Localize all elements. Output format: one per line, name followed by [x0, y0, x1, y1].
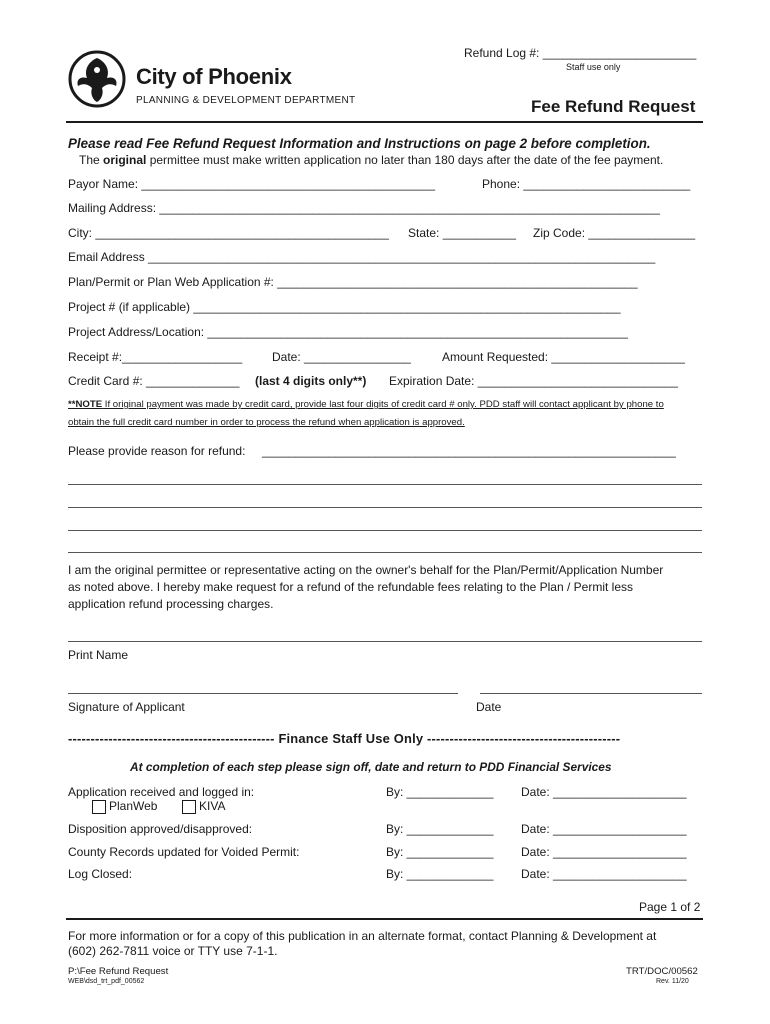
reason-line-3[interactable] [68, 530, 702, 531]
reason-line-2[interactable] [68, 507, 702, 508]
print-name-label: Print Name [68, 648, 129, 662]
staff-use-only-note: Staff use only [566, 62, 621, 72]
finance-row-1-date[interactable]: Date: ____________________ [521, 785, 687, 799]
planweb-label: PlanWeb [109, 799, 158, 813]
page-number: Page 1 of 2 [639, 900, 701, 914]
finance-row-application-received: Application received and logged in: [68, 785, 255, 799]
revision-date: Rev. 11/20 [656, 978, 689, 985]
credit-card-field[interactable]: Credit Card #: ______________ [68, 374, 240, 388]
finance-row-3-by[interactable]: By: _____________ [386, 845, 494, 859]
signature-date-line[interactable] [480, 693, 702, 694]
finance-instructions: At completion of each step please sign off, date and return to PDD Financial Services [130, 760, 612, 774]
org-name: City of Phoenix [136, 64, 292, 89]
form-title: Fee Refund Request [531, 97, 696, 116]
mailing-address-field[interactable]: Mailing Address: ___________________________________________________________________________ [68, 201, 660, 215]
amount-requested-field[interactable]: Amount Requested: ____________________ [442, 350, 685, 364]
contact-info-line-2: (602) 262-7811 voice or TTY use 7-1-1. [68, 944, 278, 958]
reason-label: Please provide reason for refund: [68, 444, 246, 458]
header-rule [66, 121, 703, 123]
finance-row-2-date[interactable]: Date: ____________________ [521, 822, 687, 836]
payor-name-field[interactable]: Payor Name: ____________________________________________ [68, 177, 436, 191]
finance-row-disposition: Disposition approved/disapproved: [68, 822, 253, 836]
print-name-line[interactable] [68, 641, 702, 642]
signature-label: Signature of Applicant [68, 700, 185, 714]
web-path: WEB\dsd_trt_pdf_00562 [68, 978, 145, 985]
declaration-line-2: as noted above. I hereby make request for a refund of the refundable fees relating to the Plan / Permit less [68, 580, 634, 594]
reason-blank[interactable]: ______________________________________________________________ [262, 444, 676, 458]
refund-log-label: Refund Log #: _______________________ [464, 46, 697, 60]
last-four-digits-note: (last 4 digits only**) [255, 374, 367, 388]
credit-card-note: **NOTE If original payment was made by credit card, provide last four digits of credit card # only. PDD staff will contact applicant by phone to [68, 399, 664, 410]
credit-card-note-line2: obtain the full credit card number in order to process the refund when application is approved. [68, 417, 465, 428]
planweb-checkbox[interactable] [92, 800, 106, 814]
reason-line-4[interactable] [68, 552, 702, 553]
signature-line[interactable] [68, 693, 458, 694]
project-address-field[interactable]: Project Address/Location: _______________________________________________________________ [68, 325, 628, 339]
finance-row-3-date[interactable]: Date: ____________________ [521, 845, 687, 859]
declaration-line-1: I am the original permittee or representative acting on the owner's behalf for the Plan/Permit/Application Number [68, 563, 664, 577]
contact-info-line-1: For more information or for a copy of this publication in an alternate format, contact Planning & Development at [68, 929, 657, 943]
expiration-date-field[interactable]: Expiration Date: ______________________________ [389, 374, 678, 388]
finance-row-4-by[interactable]: By: _____________ [386, 867, 494, 881]
document-code: TRT/DOC/00562 [626, 966, 698, 977]
signature-date-label: Date [476, 700, 502, 714]
phone-field[interactable]: Phone: _________________________ [482, 177, 691, 191]
reason-line-1[interactable] [68, 484, 702, 485]
project-number-field[interactable]: Project # (if applicable) ________________________________________________________________ [68, 300, 621, 314]
declaration-line-3: application refund processing charges. [68, 597, 274, 611]
finance-row-1-by[interactable]: By: _____________ [386, 785, 494, 799]
receipt-field[interactable]: Receipt #:__________________ [68, 350, 243, 364]
finance-staff-header: ---------------------------------------------- Finance Staff Use Only ------------------------------------------- [68, 731, 621, 746]
plan-permit-field[interactable]: Plan/Permit or Plan Web Application #: ______________________________________________________ [68, 275, 638, 289]
department-name: PLANNING & DEVELOPMENT DEPARTMENT [136, 95, 356, 106]
refund-log-field[interactable]: _______________________ [542, 46, 697, 60]
city-field[interactable]: City: ____________________________________________ [68, 226, 389, 240]
finance-row-county-records: County Records updated for Voided Permit: [68, 845, 300, 859]
finance-row-2-by[interactable]: By: _____________ [386, 822, 494, 836]
email-address-field[interactable]: Email Address ____________________________________________________________________________ [68, 250, 656, 264]
zip-code-field[interactable]: Zip Code: ________________ [533, 226, 696, 240]
footer-rule [66, 918, 703, 920]
date-field[interactable]: Date: ________________ [272, 350, 411, 364]
instruction-text: Please read Fee Refund Request Information and Instructions on page 2 before completion. [68, 136, 651, 151]
state-field[interactable]: State: ___________ [408, 226, 517, 240]
finance-row-4-date[interactable]: Date: ____________________ [521, 867, 687, 881]
kiva-label: KIVA [199, 799, 226, 813]
finance-row-log-closed: Log Closed: [68, 867, 133, 881]
file-path: P:\Fee Refund Request [68, 966, 169, 977]
kiva-checkbox[interactable] [182, 800, 196, 814]
phoenix-bird-logo [66, 50, 128, 108]
deadline-text: The original permittee must make written application no later than 180 days after the date of the fee payment. [79, 153, 664, 167]
